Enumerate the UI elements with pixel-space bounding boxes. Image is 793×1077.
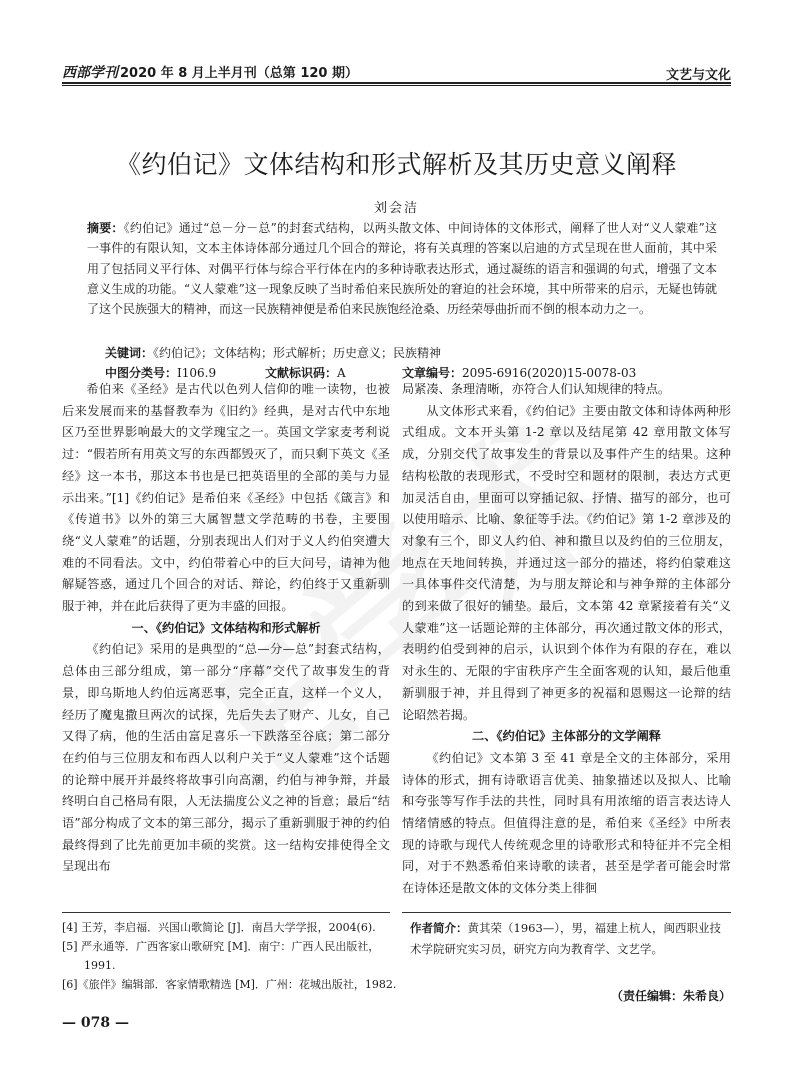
article-no-label: 文章编号：	[402, 366, 463, 380]
doc-code-value: A	[337, 366, 346, 380]
clc-label: 中图分类号：	[105, 366, 178, 380]
body-paragraph: 《约伯记》采用的是典型的“总—分—总”封套式结构，总体由三部分组成，第一部分“序幕”交代了故事发生的背景，即乌斯地人约伯远离恶事，完全正直，这样一个义人，经历了魔鬼撒旦两次的试探，先后失去了财产、儿女，自己又得了病，他的生活由富足喜乐一下跌落至谷底；第二部分在约伯与三位朋友和布西人以利户关于“义人蒙难”这个话题的论辩中展开并最终将故事引向高潮，约伯与神争辩，并最终明白自己格局有限，人无法揣度公义之神的旨意；最后“结语”部分构成了文本的第三部分，揭示了重新驯服于神的约伯最终得到了比先前更加丰硕的奖赏。这一结构安排使得全文呈现出布	[62, 642, 390, 874]
section-heading: 二、《约伯记》主体部分的文学阐释	[472, 729, 661, 744]
clc-value: I106.9	[177, 366, 217, 380]
section-heading: 一、《约伯记》文体结构和形式解析	[131, 620, 321, 635]
page-number: — 078 —	[62, 1015, 129, 1031]
article-title: 《约伯记》文体结构和形式解析及其历史意义阐释	[115, 150, 677, 179]
section-name: 文艺与文化	[665, 68, 731, 83]
body-column-left	[62, 379, 390, 878]
author-note-rule	[402, 912, 731, 913]
author-note-text: 黄其荣（1963—），男，福建上杭人，闽西职业技术学院研究实习员，研究方向为教育学、文艺学。	[410, 921, 722, 956]
references-rule	[62, 912, 390, 913]
reference-item: [4] 王芳，李启福．兴国山歌简论 [J]．南昌大学学报，2004(6).	[62, 921, 376, 934]
journal-name: 西部学刊	[62, 65, 118, 81]
body-paragraph: 《约伯记》文本第 3 至 41 章是全文的主体部分，采用诗体的形式，拥有诗歌语言优美、抽象描述以及拟人、比喻和夸张等写作手法的共性，同时具有用浓缩的语言表达诗人情绪情感的特点。但值得注意的是，希伯来《圣经》中所表现的诗歌与现代人传统观念里的诗歌形式和特征并不完全相同，对于不熟悉希伯来诗歌的读者，甚至是学者可能会时常在诗体还是散文体的文体分类上徘徊	[402, 750, 731, 896]
author-note-label: 作者简介：	[410, 921, 468, 935]
keywords-label: 关键词：	[105, 346, 154, 360]
responsible-editor: （责任编辑：朱希良）	[610, 989, 731, 1003]
doc-code-label: 文献标识码：	[265, 366, 338, 380]
reference-item: [6]《旅伴》编辑部．客家情歌精选 [M]．广州：花城出版社，1982.	[62, 978, 397, 991]
author-note	[410, 918, 731, 959]
keywords-text: 《约伯记》；文体结构；形式解析；历史意义；民族精神	[153, 346, 442, 360]
header-rule	[62, 82, 731, 84]
issue-info: 2020 年 8 月上半月刊（总第 120 期）	[120, 66, 358, 81]
reference-item: [5] 严永通等．广西客家山歌研究 [M]．南宁：广西人民出版社，1991.	[62, 940, 380, 972]
abstract-label: 摘要：	[87, 221, 124, 235]
abstract	[87, 218, 717, 319]
references-list	[62, 918, 397, 994]
body-paragraph: 希伯来《圣经》是古代以色列人信仰的唯一读物，也被后来发展而来的基督教奉为《旧约》经典，是对古代中东地区乃至世界影响最大的文学瑰宝之一。英国文学家麦考利说过：“假若所有用英文写的东西都毁灭了，而只剩下英文《圣经》这一本书，那这本书也是已把英语里的全部的美与力显示出来。”[1]《约伯记》是希伯来《圣经》中包括《箴言》和《传道书》以外的第三大属智慧文学范畴的书卷，主要围绕“义人蒙难”的话题，分别表现出人们对于义人约伯突遭大难的不同看法。文中，约伯带着心中的巨大问号，请神为他解疑答惑，通过几个回合的对话、辩论，约伯终于又重新驯服于神，并在此后获得了更为丰盛的回报。	[62, 382, 390, 614]
abstract-text: 《约伯记》通过“总－分－总”的封套式结构，以两头散文体、中间诗体的文体形式，阐释了世人对“义人蒙难”这一事件的有限认知，文本主体诗体部分通过几个回合的辩论，将有关真理的答案以启迪的方式呈现在世人面前，其中采用了包括同义平行体、对偶平行体与综合平行体在内的多种诗歌表达形式，通过凝练的语言和强调的句式，增强了文本意义生成的功能。“义人蒙难”这一现象反映了当时希伯来民族所处的窘迫的社会环境，其中所带来的启示，无疑也铸就了这个民族强大的精神，而这一民族精神便是希伯来民族饱经沧桑、历经荣辱曲折而不倒的根本动力之一。	[87, 221, 717, 317]
article-no-value: 2095-6916(2020)15-0078-03	[462, 366, 637, 380]
body-paragraph: 局紧凑、条理清晰，亦符合人们认知规律的特点。	[402, 382, 671, 396]
keywords	[105, 344, 441, 361]
body-column-right	[402, 379, 731, 900]
running-header-left	[62, 62, 358, 82]
body-paragraph: 从文体形式来看，《约伯记》主要由散文体和诗体两种形式组成。文本开头第 1-2 章以及结尾第 42 章用散文体写成，分别交代了故事发生的背景以及事件产生的结果。这种结构松散的表现形式，不受时空和题材的限制，表达方式更加灵活自由，里面可以穿插记叙、抒情、描写的部分，也可以使用暗示、比喻、象征等手法。《约伯记》第 1-2 章涉及的对象有三个，即义人约伯、神和撒旦以及约伯的三位朋友，地点在天地间转换，并通过这一部分的描述，将约伯蒙难这一具体事件交代清楚，为与朋友辩论和与神争辩的主体部分的到来做了很好的铺垫。最后，文本第 42 章紧接着有关“义人蒙难”这一话题论辩的主体部分，再次通过散文体的形式，表明约伯受到神的启示，认识到个体作为有限的存在，难以对永生的、无限的宇宙秩序产生全面客观的认知，最后他重新驯服于神，并且得到了神更多的祝福和恩赐这一论辩的结论昭然若揭。	[402, 403, 731, 722]
article-author: 刘会洁	[373, 201, 419, 216]
header-rule-thin	[62, 85, 731, 86]
